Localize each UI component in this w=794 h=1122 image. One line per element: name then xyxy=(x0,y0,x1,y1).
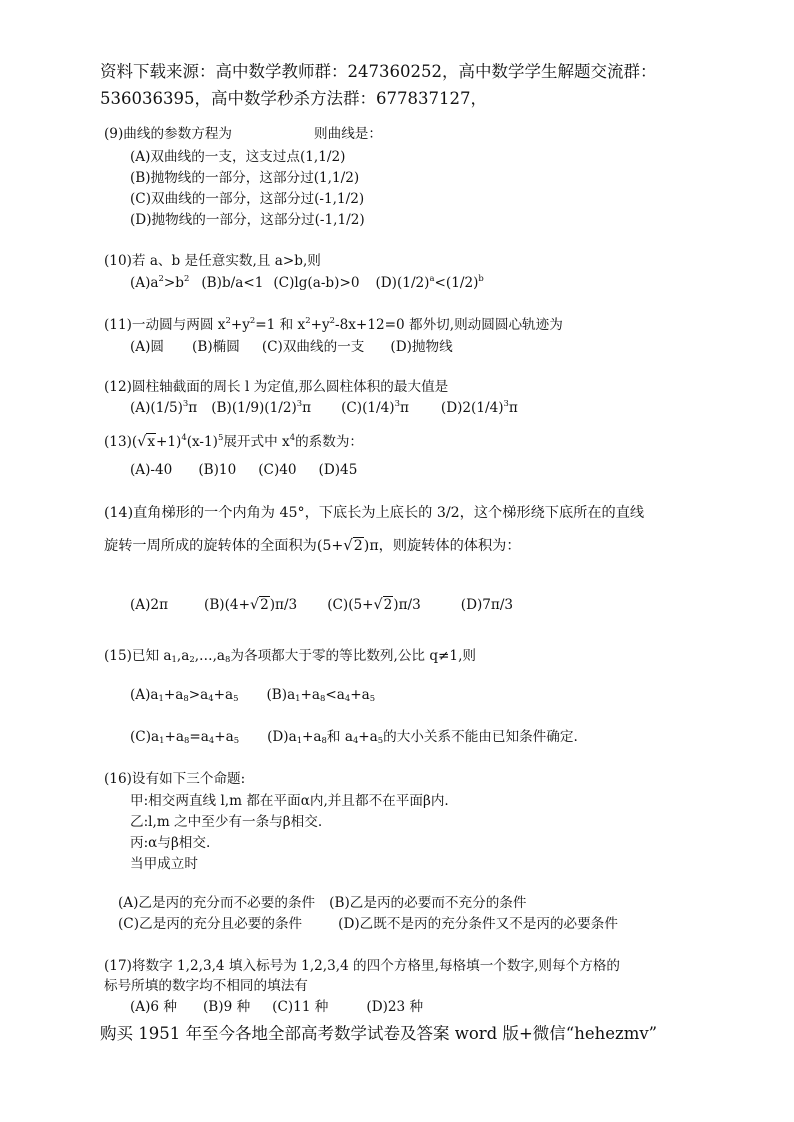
question-12-options xyxy=(130,399,518,417)
question-14-option-d: (D)7π/3 xyxy=(460,597,514,613)
question-15-option-b: $(B)a_1+a_8<a_4+a_5$ xyxy=(266,687,376,704)
question-10-option-d: $(D)(1/2)^a<(1/2)^b$ xyxy=(375,273,484,291)
question-9-option-a: (A)双曲线的一支，这支过点(1,1/2) xyxy=(130,149,346,165)
question-17-option-d: (D)23 种 xyxy=(366,999,424,1015)
question-14-line-1: (14)直角梯形的一个内角为 45°，下底长为上底长的 3/2，这个梯形绕下底所在的直线 xyxy=(104,505,645,521)
question-15-options-ab xyxy=(130,686,375,704)
question-10-option-b: (B)b/a<1 xyxy=(201,275,264,291)
question-16-option-a: (A)乙是丙的充分而不必要的条件 xyxy=(118,895,316,911)
question-9-option-d: (D)抛物线的一部分，这部分过(-1,1/2) xyxy=(130,212,365,228)
question-16-options-cd xyxy=(118,915,618,933)
question-13-stem: $(13)(√x+1)^4(x-1)^5$展开式中 $x^4$的系数为： xyxy=(104,432,364,450)
question-9-option-b: (B)抛物线的一部分，这部分过(1,1/2) xyxy=(130,170,360,186)
question-11-option-b: (B)椭圆 xyxy=(192,339,240,355)
question-10-stem: (10)若 a、b 是任意实数,且 a>b,则 xyxy=(104,253,321,269)
header-line-2: 536036395，高中数学秒杀方法群：677837127， xyxy=(100,89,487,108)
question-16-proposition-yi: 乙:l,m 之中至少有一条与β相交. xyxy=(130,814,323,830)
question-17-option-a: (A)6 种 xyxy=(130,999,177,1015)
question-11-option-a: (A)圆 xyxy=(130,339,165,355)
sqrt-2: √2 xyxy=(343,536,363,554)
sqrt-x: √x xyxy=(137,434,155,450)
question-15-stem: (15)已知 $a_1,a_2,\dots,a_8$为各项都大于零的等比数列,公比 q≠1,则 xyxy=(104,648,476,665)
question-10-option-a: $(A)a^2>b^2$ xyxy=(130,273,190,291)
question-11-option-d: (D)抛物线 xyxy=(390,339,453,355)
question-16-condition: 当甲成立时 xyxy=(130,856,198,872)
question-10-option-c: (C)lg(a-b)>0 xyxy=(273,275,360,291)
header-source-note xyxy=(100,58,700,112)
question-16-option-b: (B)乙是丙的必要而不充分的条件 xyxy=(329,895,527,911)
question-12-option-b: $(B)(1/9)(1/2)^3\pi$ xyxy=(211,398,312,416)
question-11-option-c: (C)双曲线的一支 xyxy=(261,339,365,355)
question-11-options xyxy=(130,338,453,356)
question-16-option-c: (C)乙是丙的充分且必要的条件 xyxy=(118,916,303,932)
question-14-option-b: (B)(4+√2)π/3 xyxy=(204,597,298,613)
question-16-option-d: (D)乙既不是丙的充分条件又不是丙的必要条件 xyxy=(338,916,618,932)
question-13-options xyxy=(130,461,357,479)
question-17-option-c: (C)11 种 xyxy=(272,999,329,1015)
question-13-option-b: (B)10 xyxy=(198,462,237,478)
question-14-options xyxy=(130,596,513,614)
question-13-option-c: (C)40 xyxy=(258,462,297,478)
question-9-option-c: (C)双曲线的一部分，这部分过(-1,1/2) xyxy=(130,191,365,207)
question-17-option-b: (B)9 种 xyxy=(203,999,251,1015)
question-14-line-2: 旋转一周所成的旋转体的全面积为(5+√2)π，则旋转体的体积为： xyxy=(104,536,521,554)
question-12-option-a: $(A)(1/5)^3\pi$ xyxy=(130,398,198,416)
question-17-line-2: 标号所填的数字均不相同的填法有 xyxy=(104,978,308,994)
question-12-option-c: $(C)(1/4)^3\pi$ xyxy=(341,398,409,416)
question-15-option-c: $(C)a_1+a_8=a_4+a_5$ xyxy=(130,729,240,746)
question-16-proposition-jia: 甲:相交两直线 l,m 都在平面α内,并且都不在平面β内. xyxy=(130,793,449,809)
footer-purchase-note: 购买 1951 年至今各地全部高考数学试卷及答案 word 版+微信“hehezmv” xyxy=(100,1024,658,1043)
question-13-option-a: (A)-40 xyxy=(130,462,173,478)
question-14-option-a: (A)2π xyxy=(130,597,169,613)
question-15-option-d: $(D)a_1+a_8$和 $a_4+a_5$的大小关系不能由已知条件确定. xyxy=(267,729,578,746)
question-12-stem: (12)圆柱轴截面的周长 l 为定值,那么圆柱体积的最大值是 xyxy=(104,379,449,395)
question-9-stem: (9)曲线的参数方程为 则曲线是： xyxy=(104,126,382,142)
question-12-option-d: $(D)2(1/4)^3\pi$ xyxy=(440,398,518,416)
question-14-option-c: (C)(5+√2)π/3 xyxy=(327,597,421,613)
question-16-options-ab xyxy=(118,894,526,912)
question-17-options xyxy=(130,998,423,1016)
question-16-stem: (16)设有如下三个命题: xyxy=(104,771,246,787)
question-17-line-1: (17)将数字 1,2,3,4 填入标号为 1,2,3,4 的四个方格里,每格填一个数字,则每个方格的 xyxy=(104,958,620,974)
question-15-option-a: $(A)a_1+a_8>a_4+a_5$ xyxy=(130,687,239,704)
question-10-options xyxy=(130,274,484,292)
question-16-proposition-bing: 丙:α与β相交. xyxy=(130,835,211,851)
header-line-1: 资料下载来源：高中数学教师群：247360252，高中数学学生解题交流群： xyxy=(100,62,657,81)
question-15-options-cd xyxy=(130,728,578,746)
question-11-stem: (11)一动圆与两圆 $x^2+y^2=1$ 和 $x^2+y^2-8x+12=0$ 都外切,则动圆圆心轨迹为 xyxy=(104,315,563,333)
question-13-option-d: (D)45 xyxy=(318,462,358,478)
